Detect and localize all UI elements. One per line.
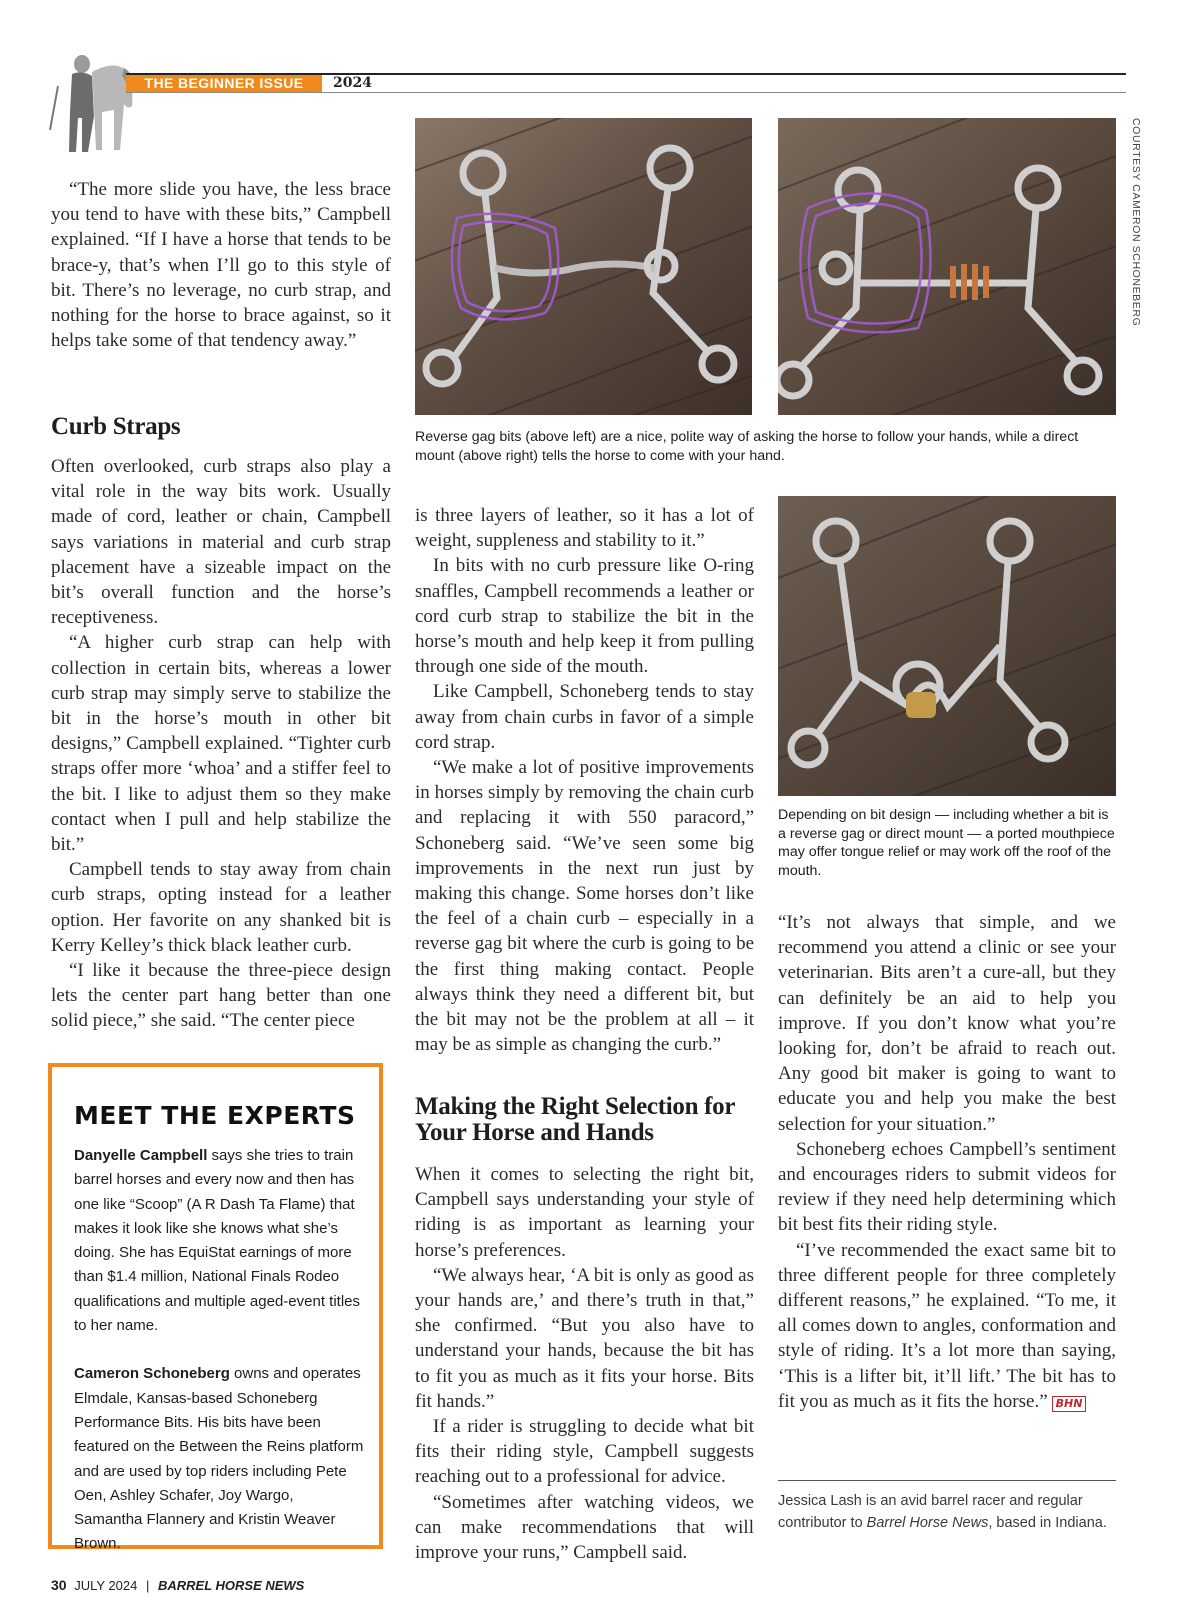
bio-text: , based in Indiana. — [988, 1515, 1107, 1531]
expert-name: Danyelle Campbell — [74, 1147, 208, 1164]
bio-text: Jessica Lash is an avid barrel racer and regular contributor to — [778, 1493, 1083, 1531]
expert-schoneberg — [74, 1362, 366, 1556]
paragraph: “A higher curb strap can help with collection in certain bits, whereas a lower curb strap may simply serve to stabilize the bit in the horse’s mouth in other bit designs,” Campbell explained. “Tighter curb straps offer more ‘whoa’ and a stiffer feel to the bit. I like to adjust them so they make contact when I pull and help stabilize the bit.” — [51, 632, 391, 856]
column-2-body-continued — [415, 1162, 754, 1565]
footer-separator: | — [145, 1578, 150, 1593]
author-bio — [778, 1490, 1116, 1534]
page-number: 30 — [51, 1577, 67, 1593]
paragraph: “The more slide you have, the less brace you tend to have with these bits,” Campbell explained. “If I have a horse that tends to be brace-y, that’s when I’ll go to this style of bit. There’s no leverage, no curb strap, and nothing for the horse to brace against, so it helps take some of that tendency away.” — [51, 179, 391, 352]
column-2-body — [415, 503, 754, 1057]
photo-direct-mount-bit — [778, 118, 1116, 415]
photo-reverse-gag-bit — [415, 118, 752, 415]
caption-side-photo: Depending on bit design — including whether a bit is a reverse gag or direct mount — a ported mouthpiece may offer tongue relief or may work off the roof of the mouth. — [778, 807, 1115, 879]
paragraph: In bits with no curb pressure like O-ring snaffles, Campbell recommends a leather or cord curb strap to stabilize the bit in the horse’s mouth and help keep it from pulling through one side of the mouth. — [415, 555, 754, 678]
photo-credit: COURTESY CAMERON SCHONEBERG — [1130, 118, 1142, 327]
experts-text — [74, 1144, 366, 1557]
paragraph: Like Campbell, Schoneberg tends to stay away from chain curbs in favor of a simple cord strap. — [415, 681, 754, 753]
expert-bio: owns and operates Elmdale, Kansas-based Schoneberg Performance Bits. His bits have been featured on the Between the Reins platform and are used by top riders including Pete Oen, Ashley Schafer, Joy Wargo, Samantha Flannery and Kristin Weaver Brown. — [74, 1365, 364, 1553]
column-1-intro — [51, 177, 391, 353]
paragraph: is three layers of leather, so it has a lot of weight, suppleness and stability to it.” — [415, 505, 754, 552]
expert-campbell — [74, 1144, 366, 1338]
photo-ported-mouthpiece-bit — [778, 496, 1116, 796]
paragraph-text: “I’ve recommended the exact same bit to three different people for three completely different reasons,” he explained. “To me, it all comes down to angles, conformation and style of riding. It’s a lot more than saying, ‘This is a lifter bit, it’ll lift.’ The bit has to fit you as much as it fits the horse.” — [778, 1239, 1116, 1412]
paragraph: “I like it because the three-piece design lets the center part hang better than one solid piece,” she said. “The center piece — [51, 960, 391, 1032]
experts-title: MEET THE EXPERTS — [74, 1101, 356, 1130]
paragraph: “We make a lot of positive improvements in horses simply by removing the chain curb and replacing it with 550 paracord,” Schoneberg said. “We’ve seen some big improvements in the next run just by making this change. Some horses don’t like the feel of a chain curb – especially in a reverse gag bit where the curb is going to be the first thing making contact. People always think they need a different bit, but the bit may not be the problem at all – it may be as simple as changing the curb.” — [415, 757, 754, 1056]
footer-magazine: BARREL HORSE NEWS — [157, 1578, 305, 1593]
caption-top-photos: Reverse gag bits (above left) are a nice, polite way of asking the horse to follow your hands, while a direct mount (above right) tells the horse to come with your hand. — [415, 429, 1079, 464]
paragraph — [778, 1238, 1116, 1414]
heading-curb-straps: Curb Straps — [51, 413, 181, 440]
paragraph: Often overlooked, curb straps also play a vital role in the way bits work. Usually made of cord, leather or chain, Campbell says variations in material and curb strap placement have a sizeable impact on the bit’s overall function and the horse’s receptiveness. — [51, 456, 391, 629]
meet-the-experts-box — [48, 1063, 383, 1553]
paragraph: When it comes to selecting the right bit, Campbell says understanding your style of riding is as important as learning your horse’s preferences. — [415, 1164, 754, 1261]
heading-making-the-right-selection: Making the Right Selection for Your Horse and Hands — [415, 1093, 735, 1146]
paragraph: “We always hear, ‘A bit is only as good as your hands are,’ and there’s truth in that,” she confirmed. “But you also have to understand your hands, because the bit has to fit you as much as it fits your horse. Bits fit hands.” — [415, 1264, 754, 1412]
bhn-end-mark: BHN — [1052, 1396, 1087, 1412]
paragraph: If a rider is struggling to decide what bit fits their riding style, Campbell suggests reaching out to a professional for advice. — [415, 1416, 754, 1488]
column-1-body — [51, 454, 391, 1034]
expert-bio: says she tries to train barrel horses and every now and then has one like “Scoop” (A R Dash Ta Flame) that makes it look like she knows what she’s doing. She has EquiStat earnings of more than $1.4 million, National Finals Rodeo qualifications and multiple aged-event titles to her name. — [74, 1147, 361, 1335]
footer — [51, 1577, 304, 1594]
section-year: 2024 — [333, 75, 372, 91]
paragraph: “It’s not always that simple, and we recommend you attend a clinic or see your veterinarian. Bits aren’t a cure-all, but they can definitely be an aid to help you improve. If you don’t know what you’re looking for, don’t be afraid to reach out. Any good bit maker is going to want to educate you and help you make the best selection for your situation.” — [778, 912, 1116, 1135]
column-3-body — [778, 910, 1116, 1414]
header-horse-photo — [44, 46, 136, 156]
paragraph: Campbell tends to stay away from chain curb straps, opting instead for a leather option. Her favorite on any shanked bit is Kerry Kelley’s thick black leather curb. — [51, 859, 391, 956]
bio-publication: Barrel Horse News — [866, 1515, 989, 1531]
paragraph: Schoneberg echoes Campbell’s sentiment and encourages riders to submit videos for review if they need help determining which bit best fits their riding style. — [778, 1138, 1116, 1236]
footer-date: JULY 2024 — [74, 1578, 138, 1593]
section-label: THE BEGINNER ISSUE — [126, 75, 322, 92]
expert-name: Cameron Schoneberg — [74, 1365, 230, 1383]
paragraph: “Sometimes after watching videos, we can make recommendations that will improve your runs,” Campbell said. — [415, 1491, 754, 1564]
